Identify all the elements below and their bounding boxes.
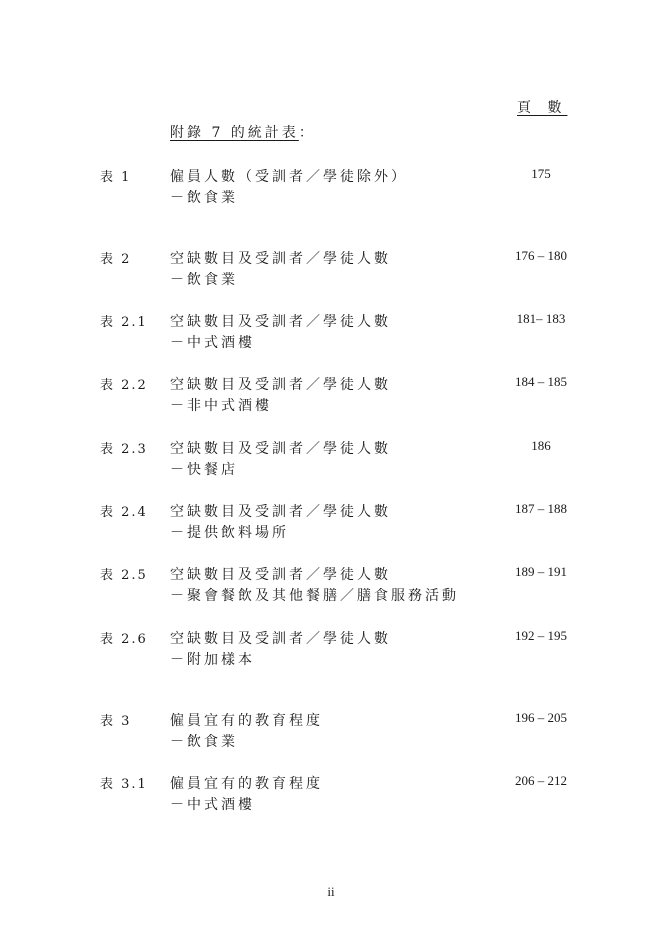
entry-title: 空缺數目及受訓者／學徒人數 <box>170 441 391 457</box>
toc-entry-table-2-1 <box>0 311 662 357</box>
toc-entry-table-2-4 <box>0 501 662 547</box>
entry-subtitle: －快餐店 <box>170 462 238 478</box>
toc-entry-table-2 <box>0 248 662 294</box>
entry-number: 表 2.2 <box>100 378 148 393</box>
entry-pages: 187 – 188 <box>515 501 567 516</box>
entry-number: 表 2.4 <box>100 505 148 520</box>
entry-subtitle: －提供飲料場所 <box>170 525 289 541</box>
entry-pages: 184 – 185 <box>515 374 567 389</box>
page-number: ii <box>327 884 335 899</box>
entry-subtitle: －非中式酒樓 <box>170 398 272 414</box>
entry-subtitle: －飲食業 <box>170 272 238 288</box>
entry-pages: 189 – 191 <box>515 564 567 579</box>
entry-pages: 192 – 195 <box>515 628 567 643</box>
toc-entry-table-2-2 <box>0 374 662 420</box>
entry-subtitle: －中式酒樓 <box>170 335 255 351</box>
toc-entry-table-2-5 <box>0 564 662 610</box>
entry-number: 表 2.3 <box>100 442 148 457</box>
toc-entry-table-3-1 <box>0 773 662 819</box>
entry-subtitle: －中式酒樓 <box>170 797 255 813</box>
entry-pages: 181– 183 <box>516 311 566 326</box>
section-heading-colon: ： <box>298 125 316 141</box>
entry-number: 表 1 <box>100 170 132 185</box>
entry-subtitle: －飲食業 <box>170 734 238 750</box>
entry-title: 空缺數目及受訓者／學徒人數 <box>170 631 391 647</box>
entry-title: 空缺數目及受訓者／學徒人數 <box>170 504 391 520</box>
entry-title: 僱員宜有的教育程度 <box>170 776 323 792</box>
entry-subtitle: －聚會餐飲及其他餐膳／膳食服務活動 <box>170 588 459 604</box>
entry-title: 空缺數目及受訓者／學徒人數 <box>170 567 391 583</box>
toc-entry-table-3 <box>0 710 662 756</box>
entry-number: 表 2.1 <box>100 315 148 330</box>
entry-number: 表 2.5 <box>100 568 148 583</box>
entry-pages: 206 – 212 <box>515 773 567 788</box>
page-column-header: 頁 數 <box>517 100 568 116</box>
entry-title: 僱員人數（受訓者／學徒除外） <box>170 169 408 185</box>
toc-entry-table-1 <box>0 166 662 212</box>
entry-pages: 175 <box>531 166 551 181</box>
toc-entry-table-2-3 <box>0 438 662 484</box>
entry-number: 表 3.1 <box>100 777 148 792</box>
entry-title: 空缺數目及受訓者／學徒人數 <box>170 251 391 267</box>
entry-pages: 186 <box>531 438 551 453</box>
entry-title: 空缺數目及受訓者／學徒人數 <box>170 377 391 393</box>
section-heading-title: 附錄 7 的統計表 <box>170 125 299 141</box>
entry-pages: 196 – 205 <box>515 710 567 725</box>
toc-entry-table-2-6 <box>0 628 662 674</box>
entry-number: 表 3 <box>100 714 132 729</box>
entry-subtitle: －飲食業 <box>170 190 238 206</box>
entry-number: 表 2 <box>100 252 132 267</box>
section-heading <box>170 122 316 142</box>
entry-title: 僱員宜有的教育程度 <box>170 713 323 729</box>
entry-subtitle: －附加樣本 <box>170 652 255 668</box>
entry-number: 表 2.6 <box>100 632 148 647</box>
entry-pages: 176 – 180 <box>515 248 567 263</box>
entry-title: 空缺數目及受訓者／學徒人數 <box>170 314 391 330</box>
